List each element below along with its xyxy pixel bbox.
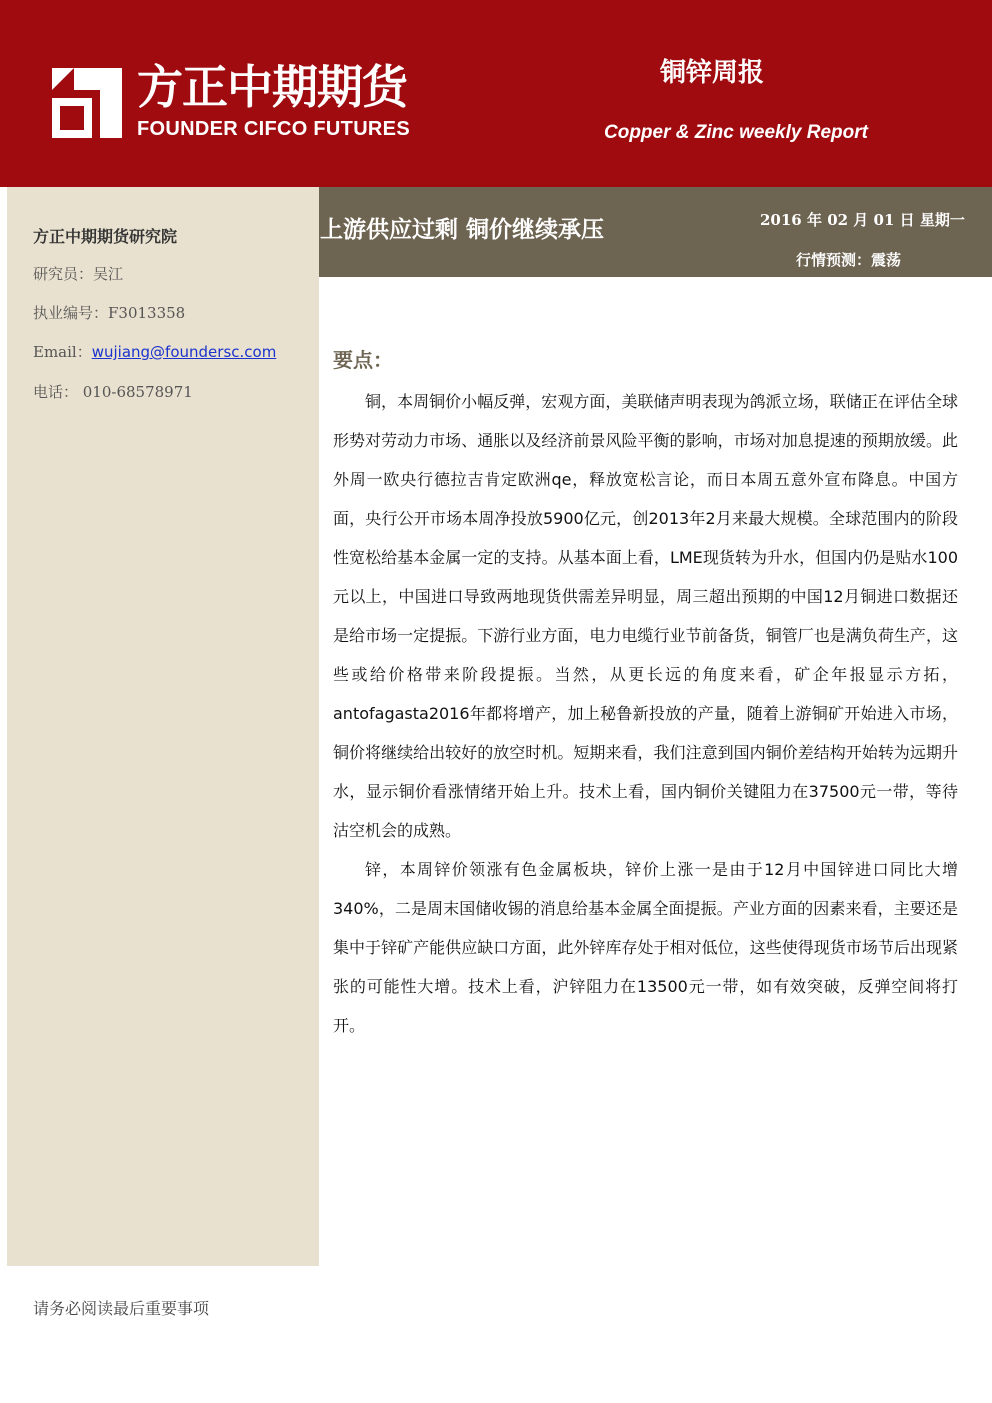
license-number: 执业编号：F3013358 xyxy=(33,304,186,322)
report-headline: 上游供应过剩 铜价继续承压 xyxy=(320,217,605,243)
report-title-en: Copper & Zinc weekly Report xyxy=(604,122,868,143)
report-date: 2016 年 02 月 01 日 星期一 xyxy=(760,211,965,229)
company-name-en: FOUNDER CIFCO FUTURES xyxy=(137,118,410,140)
report-body xyxy=(333,382,958,1045)
copper-paragraph: 铜，本周铜价小幅反弹，宏观方面，美联储声明表现为鸽派立场，联储正在评估全球形势对劳动力市场、通胀以及经济前景风险平衡的影响，市场对加息提速的预期放缓。此外周一欧央行德拉吉肯定欧洲qe，释放宽松言论，而日本周五意外宣布降息。中国方面，央行公开市场本周净投放5900亿元，创2013年2月来最大规模。全球范围内的阶段性宽松给基本金属一定的支持。从基本面上看，LME现货转为升水，但国内仍是贴水100元以上，中国进口导致两地现货供需差异明显，周三超出预期的中国12月铜进口数据还是给市场一定提振。下游行业方面，电力电缆行业节前备货，铜管厂也是满负荷生产，这些或给价格带来阶段提振。当然，从更长远的角度来看，矿企年报显示方拓，antofagasta2016年都将增产，加上秘鲁新投放的产量，随着上游铜矿开始进入市场，铜价将继续给出较好的放空时机。短期来看，我们注意到国内铜价差结构开始转为远期升水，显示铜价看涨情绪开始上升。技术上看，国内铜价关键阻力在37500元一带，等待沽空机会的成熟。 xyxy=(333,392,958,840)
founder-logo-icon xyxy=(52,68,122,138)
market-forecast: 行情预测：震荡 xyxy=(796,251,902,269)
key-points-heading: 要点： xyxy=(333,348,393,372)
report-header xyxy=(0,0,992,187)
research-institute: 方正中期期货研究院 xyxy=(33,227,178,246)
email-label: Email： xyxy=(33,343,92,361)
disclaimer-notice: 请务必阅读最后重要事项 xyxy=(33,1299,210,1318)
report-title-cn: 铜锌周报 xyxy=(660,58,765,88)
company-name-cn: 方正中期期货 xyxy=(137,60,407,114)
zinc-paragraph: 锌，本周锌价领涨有色金属板块，锌价上涨一是由于12月中国锌进口同比大增340%，二是周末国储收锡的消息给基本金属全面提振。产业方面的因素来看，主要还是集中于锌矿产能供应缺口方面，此外锌库存处于相对低位，这些使得现货市场节后出现紧张的可能性大增。技术上看，沪锌阻力在13500元一带，如有效突破，反弹空间将打开。 xyxy=(333,860,958,1035)
email-line xyxy=(33,341,276,362)
researcher-name: 研究员：吴江 xyxy=(33,265,124,283)
email-link[interactable]: wujiang@foundersc.com xyxy=(91,343,277,361)
phone-number: 电话： 010-68578971 xyxy=(33,383,193,401)
